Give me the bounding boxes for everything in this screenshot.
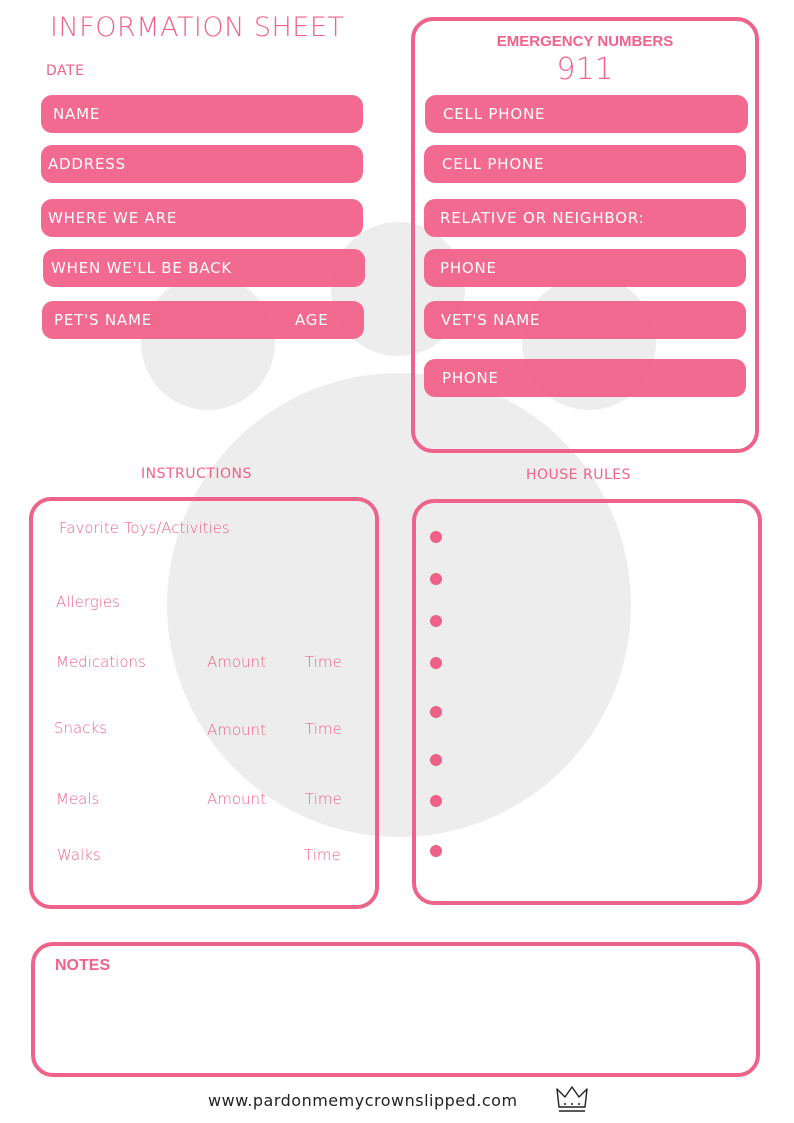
address-label: ADDRESS	[48, 155, 126, 173]
medications-amount-label: Amount	[207, 653, 266, 671]
emergency-number: 911	[556, 52, 614, 87]
address-field[interactable]	[41, 145, 363, 183]
pet-name-field[interactable]	[42, 301, 364, 339]
where-we-are-label: WHERE WE ARE	[48, 209, 178, 227]
meals-amount-label: Amount	[207, 790, 266, 808]
pet-name-label: PET'S NAME	[54, 311, 152, 329]
snacks-amount-label: Amount	[207, 721, 266, 739]
instructions-heading: INSTRUCTIONS	[141, 466, 252, 482]
phone-label: PHONE	[440, 259, 497, 277]
age-label: AGE	[295, 311, 329, 329]
walks-time-label: Time	[304, 846, 341, 864]
snacks-label: Snacks	[54, 719, 107, 737]
crown-icon	[556, 1085, 588, 1113]
paw-print-toe-left	[141, 276, 275, 410]
house-rules-heading: HOUSE RULES	[526, 467, 631, 483]
cell-phone-label: CELL PHONE	[443, 105, 546, 123]
cell-phone-field-1[interactable]	[425, 95, 748, 133]
rule-bullet	[430, 845, 442, 857]
rule-bullet	[430, 615, 442, 627]
rule-bullet	[430, 706, 442, 718]
rule-bullet	[430, 795, 442, 807]
relative-neighbor-label: RELATIVE OR NEIGHBOR:	[440, 209, 645, 227]
rule-bullet	[430, 531, 442, 543]
vet-phone-field[interactable]	[424, 359, 746, 397]
emergency-title: EMERGENCY NUMBERS	[496, 33, 674, 50]
favorite-toys-label: Favorite Toys/Activities	[59, 519, 230, 537]
when-back-field[interactable]	[43, 249, 365, 287]
vet-name-label: VET'S NAME	[441, 311, 541, 329]
allergies-label: Allergies	[56, 593, 120, 611]
cell-phone-field-2[interactable]	[424, 145, 746, 183]
vet-name-field[interactable]	[424, 301, 746, 339]
website-url: www.pardonmemycrownslipped.com	[208, 1091, 518, 1110]
when-back-label: WHEN WE'LL BE BACK	[51, 259, 233, 277]
relative-phone-field[interactable]	[424, 249, 746, 287]
medications-label: Medications	[56, 653, 146, 671]
date-label: DATE	[46, 63, 85, 79]
rule-bullet	[430, 754, 442, 766]
name-label: NAME	[53, 105, 101, 123]
meals-time-label: Time	[305, 790, 342, 808]
phone-label: PHONE	[442, 369, 499, 387]
walks-label: Walks	[57, 846, 101, 864]
rule-bullet	[430, 657, 442, 669]
name-field[interactable]	[41, 95, 363, 133]
rule-bullet	[430, 573, 442, 585]
relative-neighbor-field[interactable]	[424, 199, 746, 237]
notes-box[interactable]	[31, 942, 760, 1077]
notes-label: NOTES	[55, 957, 111, 974]
page-title: INFORMATION SHEET	[50, 12, 345, 43]
snacks-time-label: Time	[305, 720, 342, 738]
house-rules-box	[412, 499, 762, 905]
cell-phone-label: CELL PHONE	[442, 155, 545, 173]
where-we-are-field[interactable]	[41, 199, 363, 237]
meals-label: Meals	[56, 790, 100, 808]
medications-time-label: Time	[305, 653, 342, 671]
